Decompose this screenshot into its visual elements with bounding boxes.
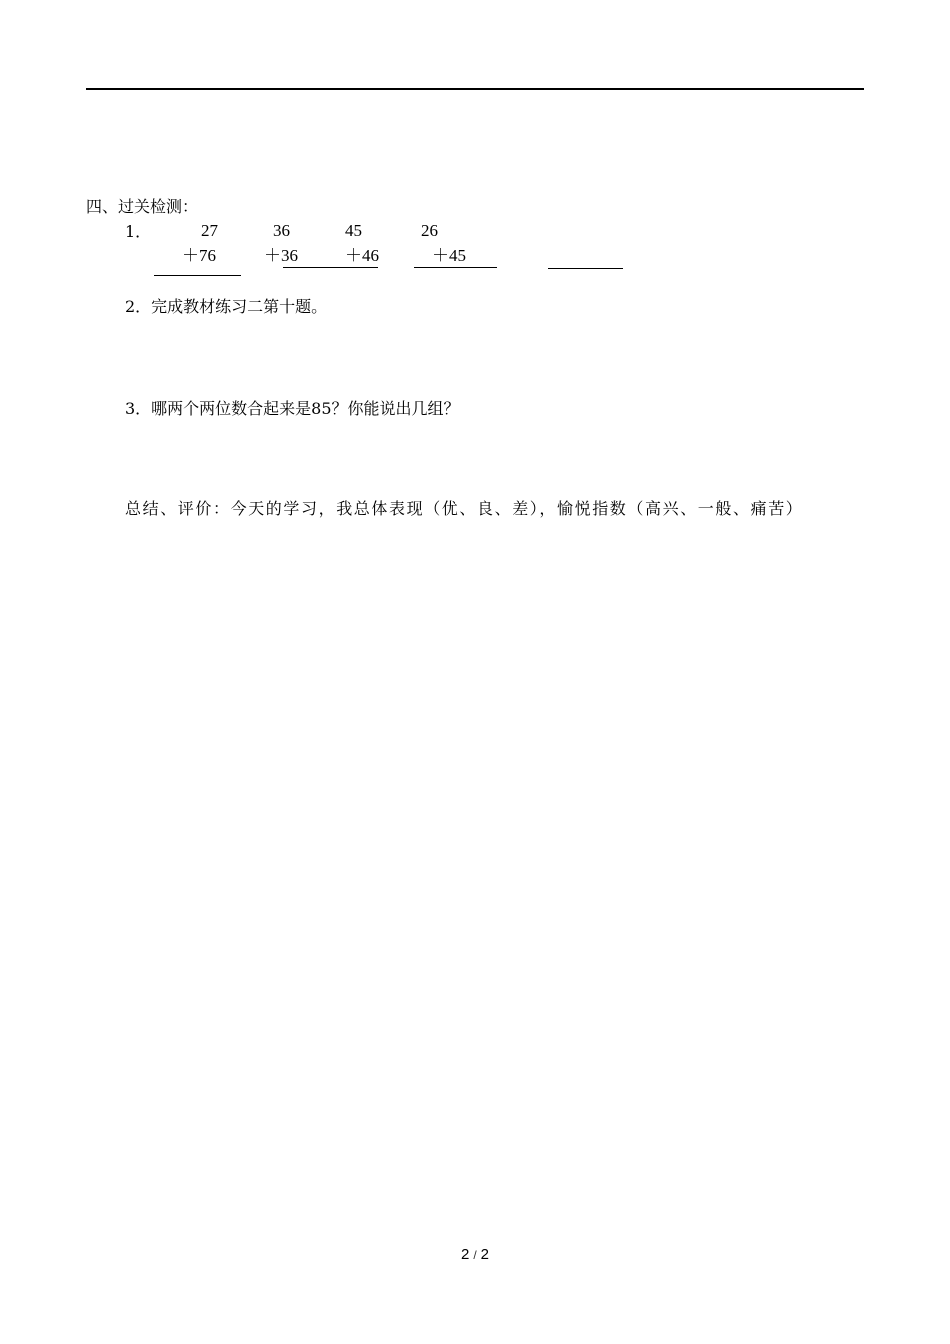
problem-1-top: 27 <box>201 221 218 240</box>
problem-2-answer-line <box>283 267 378 268</box>
problem-3-addend: ＋46 <box>345 246 379 265</box>
problem-4-top: 26 <box>421 221 438 240</box>
summary-evaluation: 总结、评价：今天的学习，我总体表现（优、良、差），愉悦指数（高兴、一般、痛苦） <box>125 499 804 518</box>
problem-1-addend: ＋76 <box>182 246 216 265</box>
page-separator: / <box>473 1248 477 1262</box>
question-3: 3．哪两个两位数合起来是85？你能说出几组？ <box>125 399 460 418</box>
problem-4-answer-line <box>548 268 623 269</box>
problem-1-answer-line <box>154 275 241 276</box>
problem-2-top: 36 <box>273 221 290 240</box>
section-title: 四、过关检测： <box>86 197 199 216</box>
problem-2-addend: ＋36 <box>264 246 298 265</box>
problem-3-answer-line <box>414 267 497 268</box>
problem-3-top: 45 <box>345 221 362 240</box>
problem-4-addend: ＋45 <box>432 246 466 265</box>
question-2: 2．完成教材练习二第十题。 <box>125 297 328 316</box>
question-1-number: 1． <box>125 222 152 241</box>
header-rule <box>86 88 864 90</box>
current-page: 2 <box>460 1246 470 1263</box>
total-pages: 2 <box>480 1246 490 1263</box>
page-number <box>0 1245 950 1265</box>
